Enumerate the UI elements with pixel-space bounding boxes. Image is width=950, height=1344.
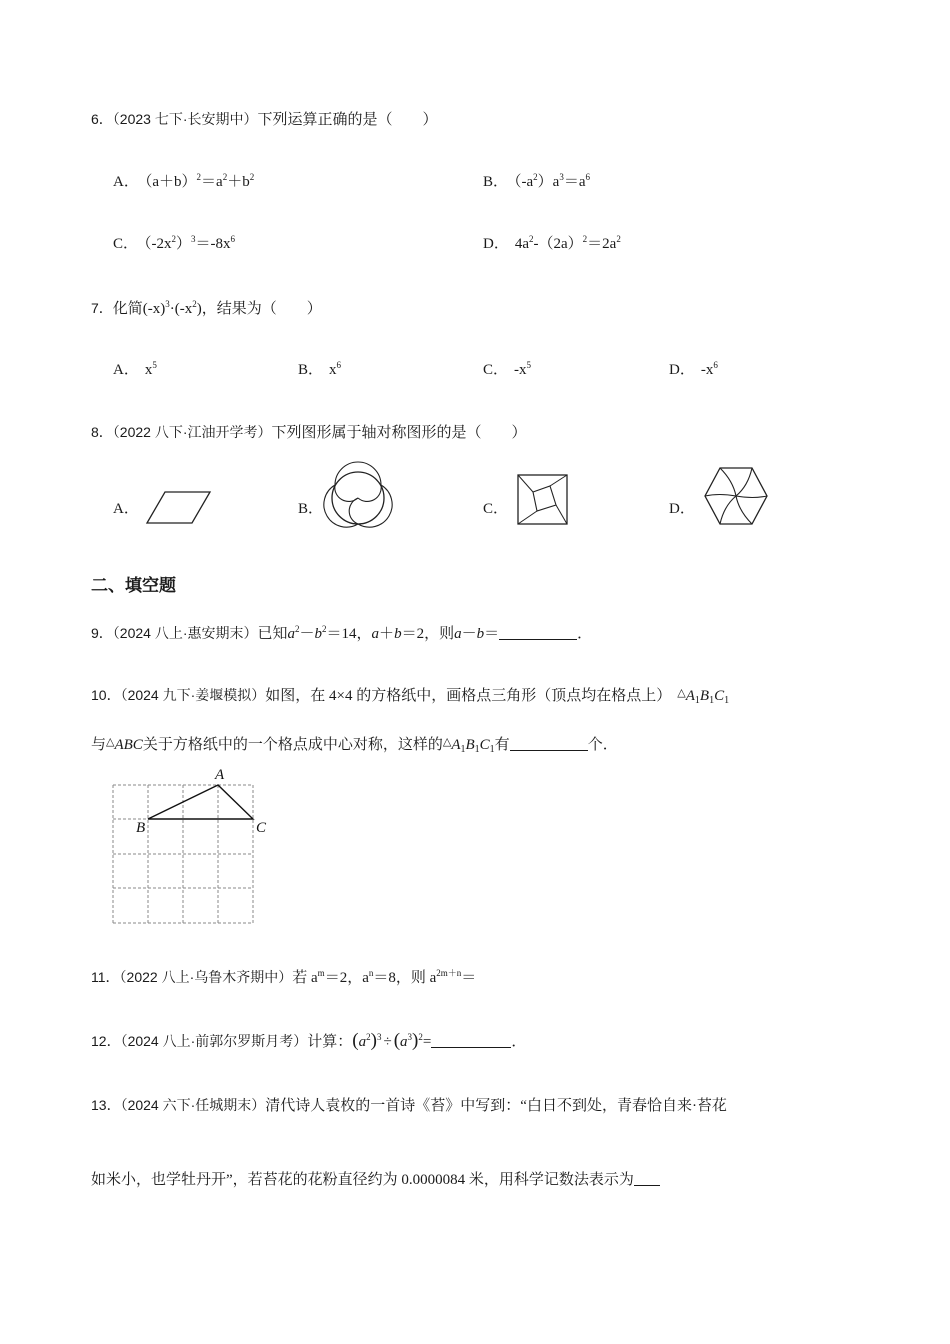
stem-part: 有 [494,737,510,753]
exponent: 3 [407,1032,413,1042]
var: a [287,626,296,642]
expr-part: ） [176,236,192,252]
exponent: 3 [191,234,196,244]
option-label: A． [113,362,139,378]
exponent: 2 [322,624,327,634]
stem-part: ＝2，a [324,970,369,986]
option-label: A． [113,174,139,190]
exponent: 2 [529,234,534,244]
exponent: 2 [192,299,197,309]
triangle-symbol: △ [677,687,686,699]
option-label: D． [669,362,695,378]
expr-part: 4a [514,236,530,252]
stem-part: 个． [587,737,618,753]
parallelogram-figure [145,490,213,526]
option-label: B． [298,362,324,378]
var: b [314,626,323,642]
op: － [461,626,477,642]
question-11 [91,966,476,987]
subscript: 1 [724,695,730,706]
question-number: 9． [91,625,113,641]
var: b [394,626,402,642]
vertex-label-c: C [256,820,267,836]
option-d [669,358,718,379]
stem-part: 如图，在 4×4 的方格纸中，画格点三角形（顶点均在格点上） [265,688,672,704]
source-tag: （2024 八上·前郭尔罗斯月考） [120,1033,308,1049]
triangle-abc [148,785,253,819]
exponent: 2 [533,172,538,182]
option-label: C． [113,236,139,252]
question-stem: 下列运算正确的是（ ） [257,112,438,128]
subscript: 1 [474,744,480,755]
exponent: 2 [171,234,177,244]
stem-part: ＝2，则 [401,626,455,642]
expr-part: ＝a [563,174,586,190]
op: ＝ [484,626,500,642]
triangle-symbol: △ [442,736,452,748]
question-8 [91,421,527,442]
question-number: 8． [91,424,113,440]
vertex-label-a: A [215,767,225,783]
expr-part: （a＋b） [144,174,197,190]
exponent: 2 [249,172,255,182]
op: － [299,626,315,642]
option-d [483,232,621,253]
question-number: 12． [91,1033,121,1049]
expr-part: -x [700,362,714,378]
stem-part: ＝ [461,970,477,986]
option-c [483,497,508,518]
answer-blank[interactable] [431,1033,511,1048]
stem-part: 已知 [257,626,288,642]
option-b [298,497,323,518]
var: a [358,1034,367,1050]
exponent: 6 [230,234,236,244]
question-number: 7． [91,300,113,316]
var: A [685,688,695,704]
exponent: 6 [336,360,342,370]
stem-part: ＝14， [326,626,372,642]
exponent: 5 [152,360,157,370]
option-a [113,170,254,191]
expr-part: ＝a [201,174,223,190]
var: C [479,737,490,753]
option-c [113,232,235,253]
var: a [454,626,462,642]
stem-part: ． [511,1034,527,1050]
expr-part: （-a [514,174,534,190]
source-tag: （2024 八上·惠安期末） [112,625,258,641]
stem-part: ． [577,626,593,642]
stem-part: 清代诗人袁枚的一首诗《苔》中写到：“白日不到处，青春恰自来·苔花 [265,1098,727,1114]
subscript: 1 [460,744,466,755]
question-6 [91,108,438,129]
answer-blank[interactable] [510,736,588,751]
expr-part: x [144,362,153,378]
op: = [422,1034,432,1050]
option-d [669,497,695,518]
question-number: 6． [91,111,113,127]
stem-part: 如米小，也学牡丹开”，若苔花的花粉直径约为 0.0000084 米，用科学记数法表示为 [91,1172,634,1188]
var: ABC [114,737,143,753]
stem-part: ＝8，则 a [373,970,437,986]
option-label: C． [483,501,509,517]
option-b [298,358,341,379]
option-a [113,497,139,518]
answer-blank[interactable] [634,1171,660,1186]
exponent: 6 [713,360,718,370]
exponent: 3 [165,299,170,309]
expr-part: （-2x [144,236,172,252]
stem-part: ·(-x [169,301,193,317]
stem-part: 关于方格纸中的一个格点成中心对称，这样的 [142,737,443,753]
question-7 [91,297,322,318]
exponent: 3 [559,172,564,182]
question-number: 13． [91,1097,121,1113]
exponent: 2 [616,234,621,244]
question-number: 10． [91,687,121,703]
expr-part: ＝2a [587,236,617,252]
source-tag: （2024 九下·姜堰模拟） [120,687,266,703]
exponent: 6 [585,172,591,182]
triangle-symbol: △ [106,736,115,748]
var: B [699,688,710,704]
exponent: 3 [376,1032,382,1042]
source-tag: （2024 六下·任城期末） [120,1097,266,1113]
var: a [371,626,380,642]
vertex-label-b: B [136,820,146,836]
option-label: A． [113,501,139,517]
square-pinwheel-figure [517,474,569,526]
hexagon-pinwheel-figure [703,466,769,526]
subscript: 1 [489,744,495,755]
expr-part: x [329,362,337,378]
grid-figure [105,760,295,930]
var: a [400,1034,408,1050]
question-9 [91,622,592,643]
var: B [465,737,475,753]
option-label: B． [298,501,324,517]
stem-part: 化简(-x) [112,301,166,317]
option-label: D． [483,236,509,252]
var: A [451,737,461,753]
expr-part: ＋b [227,174,250,190]
option-label: D． [669,501,695,517]
subscript: 1 [694,695,700,706]
question-stem: 下列图形属于轴对称图形的是（ ） [271,425,527,441]
option-label: B． [483,174,509,190]
question-13-line-2 [91,1168,660,1189]
exponent: 5 [526,360,532,370]
stem-part: 计算： [307,1034,353,1050]
exponent: 2 [366,1032,371,1042]
expr-part: ＝-8x [195,236,231,252]
exponent: 2 [582,234,588,244]
subscript: 1 [709,695,715,706]
exponent: 2 [222,172,228,182]
exponent: 2 [295,624,300,634]
section-title: 二、填空题 [91,576,176,596]
source-tag: （2022 八上·乌鲁木齐期中） [119,969,293,985]
exponent: m [317,968,325,978]
expr-part: -x [514,362,527,378]
question-10-line-2 [91,733,618,754]
question-13 [91,1094,727,1115]
exponent: 2 [418,1032,423,1042]
op: ÷ [383,1034,392,1050]
option-a [113,358,157,379]
var: C [714,688,725,704]
option-label: C． [483,362,509,378]
exponent: 2m＋n [436,968,462,978]
question-12: 12．（2024 八上·前郭尔罗斯月考）计算：$(a^2)^3 \div (a^3)^2=$ ． [91,1030,527,1051]
source-tag: （2022 八下·江油开学考） [112,424,272,440]
stem-part: 若 a [292,970,318,986]
option-b [483,170,590,191]
question-10 [91,684,729,705]
option-c [483,358,531,379]
stem-part: )，结果为（ ） [196,301,322,317]
answer-blank[interactable] [499,625,577,640]
op: ＋ [379,626,395,642]
expr-part: -（2a） [533,236,583,252]
circle-three-arcs-figure [330,470,386,526]
exponent: 2 [196,172,202,182]
exponent: n [368,968,374,978]
expr-part: ）a [537,174,560,190]
stem-part: 与 [91,737,107,753]
var: b [476,626,485,642]
question-number: 11． [91,969,120,985]
source-tag: （2023 七下·长安期中） [112,111,258,127]
